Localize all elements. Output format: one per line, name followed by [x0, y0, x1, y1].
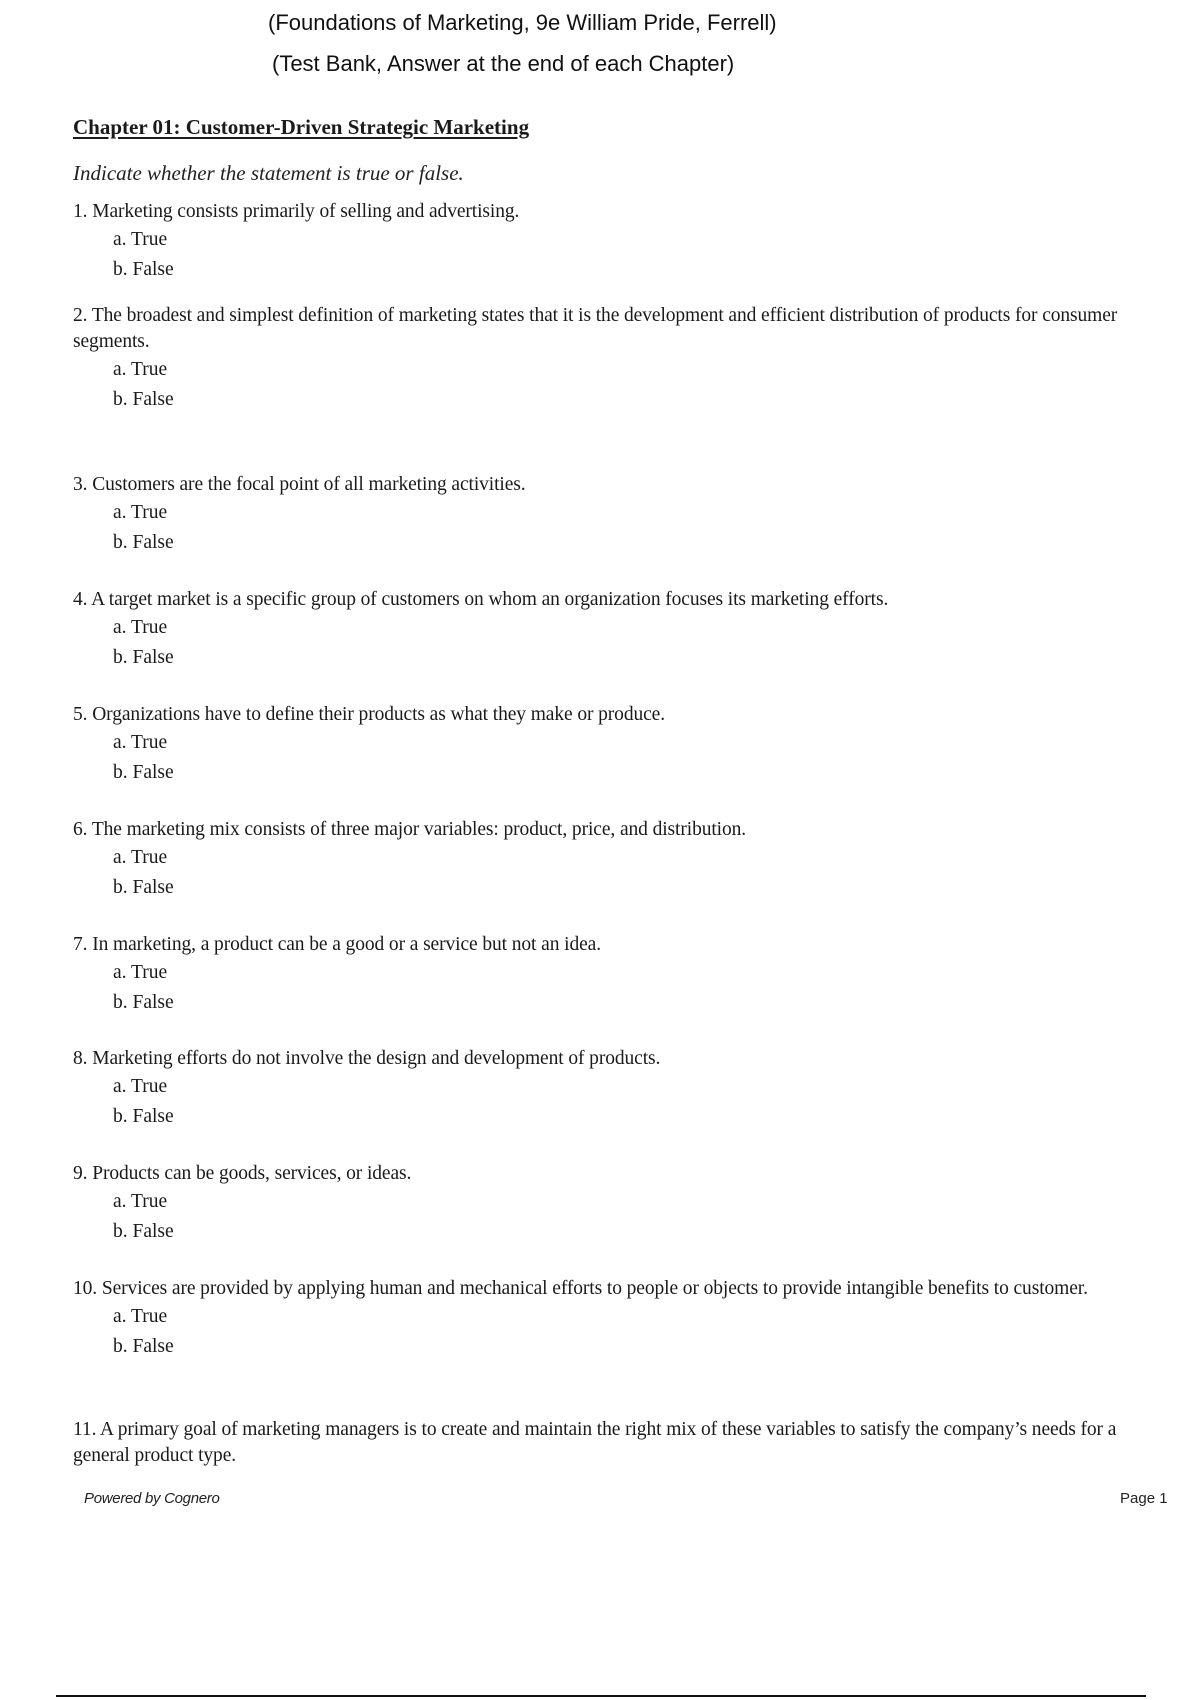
choice-true[interactable]: a. True	[113, 229, 168, 250]
question-stem: 9. Products can be goods, services, or ideas.	[73, 1163, 412, 1184]
choice-true[interactable]: a. True	[113, 502, 168, 523]
choice-false[interactable]: b. False	[113, 762, 174, 783]
question-4	[73, 587, 1163, 673]
page-divider	[56, 1695, 1146, 1697]
powered-by-footer: Powered by Cognero	[84, 1490, 220, 1507]
choice-true[interactable]: a. True	[113, 847, 168, 868]
question-11	[73, 1417, 1163, 1469]
question-6	[73, 817, 1163, 903]
choice-true[interactable]: a. True	[113, 1191, 168, 1212]
question-stem: 1. Marketing consists primarily of selling and advertising.	[73, 201, 520, 222]
chapter-title: Chapter 01: Customer-Driven Strategic Marketing	[73, 115, 530, 139]
choice-false[interactable]: b. False	[113, 992, 174, 1013]
question-stem: 11. A primary goal of marketing managers is to create and maintain the right mix of these variables to satisfy the company’s needs for a general product type.	[73, 1419, 1117, 1466]
choice-true[interactable]: a. True	[113, 1306, 168, 1327]
question-stem: 10. Services are provided by applying human and mechanical efforts to people or objects to provide intangible benefits to customer.	[73, 1278, 1088, 1299]
choice-false[interactable]: b. False	[113, 647, 174, 668]
question-stem: 7. In marketing, a product can be a good or a service but not an idea.	[73, 934, 601, 955]
question-stem: 4. A target market is a specific group of customers on whom an organization focuses its marketing efforts.	[73, 589, 889, 610]
question-stem: 2. The broadest and simplest definition of marketing states that it is the development and efficient distribution of products for consumer segments.	[73, 305, 1118, 352]
choice-true[interactable]: a. True	[113, 962, 168, 983]
choice-false[interactable]: b. False	[113, 1336, 174, 1357]
test-bank-note-line: (Test Bank, Answer at the end of each Chapter)	[272, 51, 735, 76]
question-9	[73, 1161, 1163, 1247]
question-stem: 6. The marketing mix consists of three major variables: product, price, and distribution.	[73, 819, 747, 840]
question-10	[73, 1276, 1163, 1362]
choice-false[interactable]: b. False	[113, 1106, 174, 1127]
question-1	[73, 199, 1163, 285]
question-5	[73, 702, 1163, 788]
question-stem: 8. Marketing efforts do not involve the design and development of products.	[73, 1048, 661, 1069]
choice-true[interactable]: a. True	[113, 732, 168, 753]
question-8	[73, 1046, 1163, 1132]
book-title-line: (Foundations of Marketing, 9e William Pride, Ferrell)	[268, 10, 777, 35]
question-stem: 5. Organizations have to define their products as what they make or produce.	[73, 704, 666, 725]
section-instructions: Indicate whether the statement is true or false.	[73, 161, 464, 185]
question-2	[73, 303, 1163, 415]
choice-true[interactable]: a. True	[113, 617, 168, 638]
choice-false[interactable]: b. False	[113, 1221, 174, 1242]
choice-true[interactable]: a. True	[113, 1076, 168, 1097]
page-number: Page 1	[1120, 1490, 1168, 1507]
question-7	[73, 932, 1163, 1018]
choice-false[interactable]: b. False	[113, 532, 174, 553]
choice-false[interactable]: b. False	[113, 259, 174, 280]
choice-false[interactable]: b. False	[113, 877, 174, 898]
choice-true[interactable]: a. True	[113, 359, 168, 380]
question-stem: 3. Customers are the focal point of all marketing activities.	[73, 474, 526, 495]
question-3	[73, 472, 1163, 558]
choice-false[interactable]: b. False	[113, 389, 174, 410]
